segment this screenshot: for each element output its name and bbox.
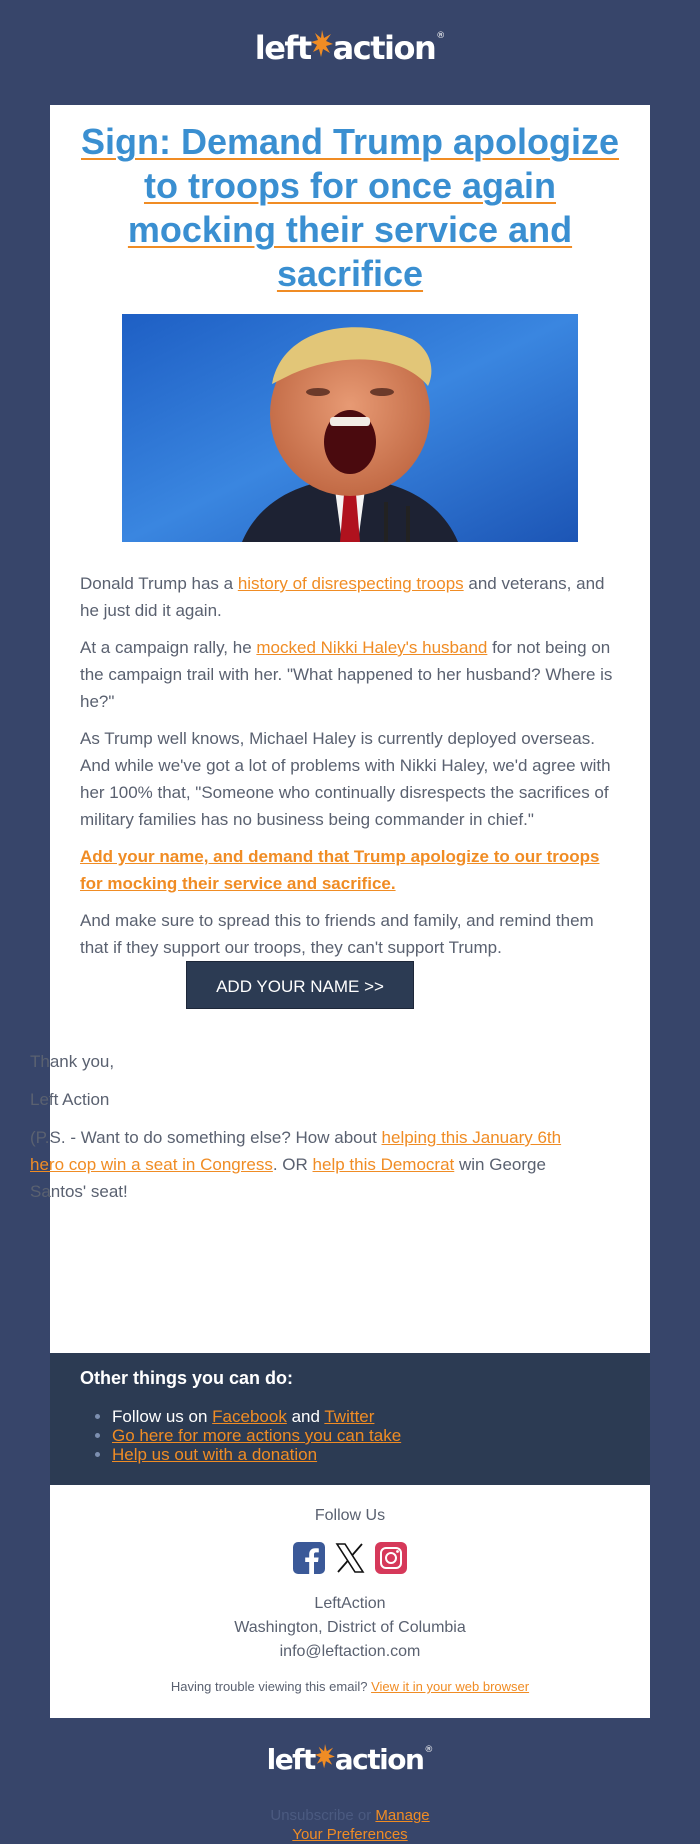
social-icons [50,1542,650,1579]
other-actions-title: Other things you can do: [80,1368,294,1388]
trouble-viewing: Having trouble viewing this email? View it in your web browser [170,1679,530,1694]
twitter-link[interactable]: Twitter [324,1407,375,1426]
democrat-link[interactable]: help this Democrat [312,1155,455,1174]
headline [50,105,650,296]
footer-logo[interactable] [0,1744,700,1776]
instagram-icon[interactable] [375,1542,407,1579]
paragraph: Donald Trump has a history of disrespecting troops and veterans, and he just did it again. [80,574,605,620]
org-email: info@leftaction.com [279,1643,421,1660]
add-your-name-button[interactable]: ADD YOUR NAME >> [186,961,414,1009]
org-name: LeftAction [314,1595,386,1612]
paragraph: As Trump well knows, Michael Haley is currently deployed overseas. And while we've got a lot of problems with Nikki Haley, we'd agree with her 100% that, "Someone who continually disrespects the sacrifices of military families has no business being commander in chief." [80,729,611,829]
list-item [112,1445,650,1464]
paragraph: And make sure to spread this to friends and family, and remind them that if they support our troops, they can't support Trump. [80,911,594,957]
donation-link[interactable]: Help us out with a donation [112,1445,318,1464]
view-in-browser-link[interactable]: View it in your web browser [371,1679,530,1694]
other-actions-list [50,1407,650,1464]
cta-paragraph [80,843,620,897]
unsubscribe-link[interactable]: Unsubscribe [270,1807,354,1824]
closing [30,1048,570,1216]
x-icon[interactable] [334,1542,366,1579]
footer [50,1485,650,1718]
starburst-icon [315,1744,335,1776]
more-actions-link[interactable]: Go here for more actions you can take [112,1426,402,1445]
facebook-icon[interactable] [293,1542,325,1579]
starburst-icon [311,30,333,65]
header-logo[interactable] [0,30,700,65]
ps-paragraph: (P.S. - Want to do something else? How about helping this January 6th hero cop win a seat in Congress. OR help this Democrat win George Santos' seat! [30,1128,562,1201]
address-block [50,1592,650,1664]
signature: Left Action [30,1090,110,1109]
add-name-link[interactable]: Add your name, and demand that Trump apologize to our troops for mocking their service and sacrifice. [80,847,600,893]
follow-us-label: Follow Us [314,1507,386,1524]
thanks-text: Thank you, [30,1052,115,1071]
hero-cop-link[interactable]: helping this January 6th hero cop win a seat in Congress [30,1128,562,1174]
hero-image[interactable] [122,314,578,542]
list-item [112,1426,650,1445]
history-link[interactable]: history of disrespecting troops [237,574,464,593]
headline-link[interactable]: Sign: Demand Trump apologize to troops for once again mocking their service and sacrifice [80,121,620,294]
unsubscribe-block: Unsubscribe or Manage Your Preferences [270,1807,430,1843]
manage-link[interactable]: Manage [375,1807,430,1824]
list-item: • Follow us on Facebook and Twitter [112,1407,650,1426]
other-actions-panel [50,1353,650,1485]
preferences-link[interactable]: Your Preferences [292,1826,408,1843]
paragraph: At a campaign rally, he mocked Nikki Haley's husband for not being on the campaign trail with her. "What happened to her husband? Where is he?" [80,638,613,711]
org-location: Washington, District of Columbia [234,1619,466,1636]
leftaction-logo: left action ® [266,1743,434,1776]
message-body [50,542,650,961]
leftaction-logo: left action ® [254,28,446,67]
facebook-link[interactable]: Facebook [212,1407,287,1426]
mocked-link[interactable]: mocked Nikki Haley's husband [256,638,488,657]
